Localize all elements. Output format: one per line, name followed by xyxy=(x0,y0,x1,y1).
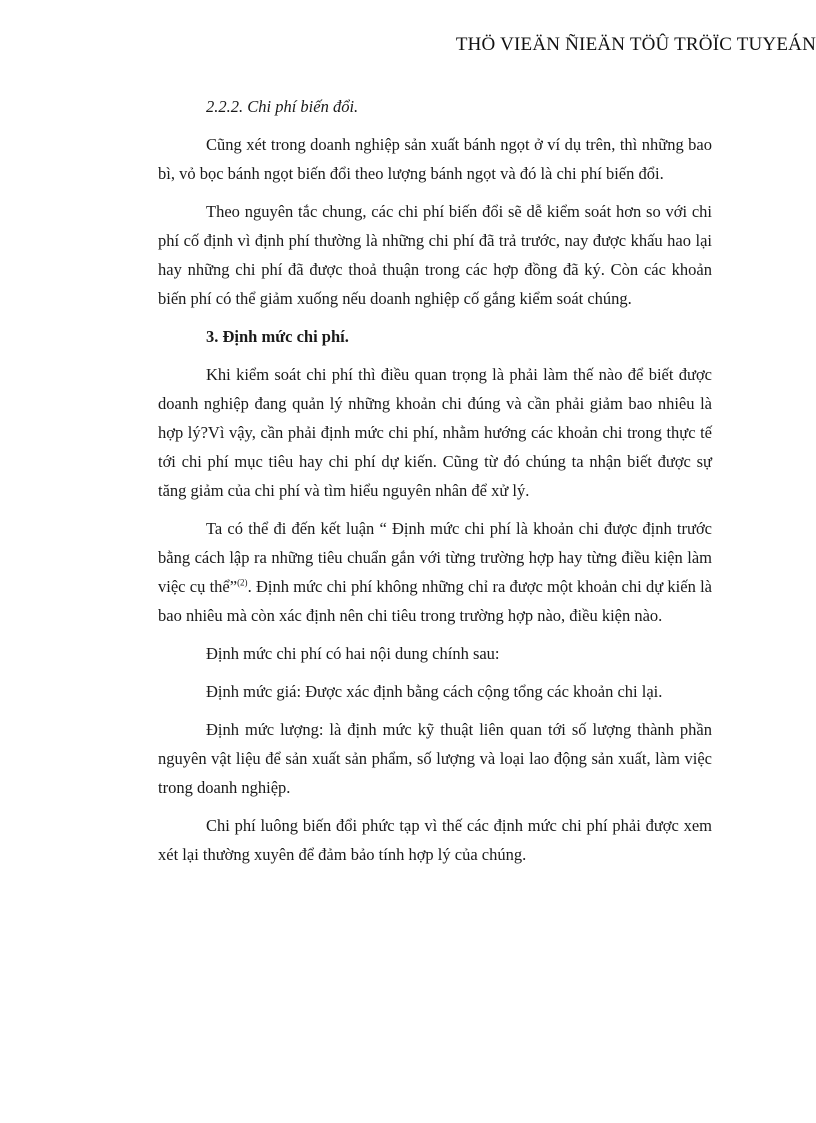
document-body xyxy=(158,92,712,878)
paragraph: Khi kiểm soát chi phí thì điều quan trọng là phải làm thế nào để biết được doanh nghiệp đang quản lý những khoản chi đúng và cần phải giảm bao nhiêu là hợp lý?Vì vậy, cần phải định mức chi phí, nhằm hướng các khoản chi trong thực tế tới chi phí mục tiêu hay chi phí dự kiến. Cũng từ đó chúng ta nhận biết được sự tăng giảm của chi phí và tìm hiểu nguyên nhân để xử lý. xyxy=(158,365,712,500)
page-header: THÖ VIEÄN ÑIEÄN TÖÛ TRÖÏC TUYEÁN xyxy=(455,34,816,55)
paragraph: Cũng xét trong doanh nghiệp sản xuất bánh ngọt ở ví dụ trên, thì những bao bì, vỏ bọc bánh ngọt biến đổi theo lượng bánh ngọt và đó là chi phí biến đổi. xyxy=(158,135,712,183)
paragraph: Định mức lượng: là định mức kỹ thuật liên quan tới số lượng thành phần nguyên vật liệu để sản xuất sản phẩm, số lượng và loại lao động sản xuất, làm việc trong doanh nghiệp. xyxy=(158,720,712,797)
paragraph: Định mức chi phí có hai nội dung chính sau: xyxy=(206,644,500,663)
paragraph: Định mức giá: Được xác định bằng cách cộng tổng các khoản chi lại. xyxy=(206,682,663,701)
section-heading-2-2-2: 2.2.2. Chi phí biến đổi. xyxy=(206,97,359,116)
section-heading-3: 3. Định mức chi phí. xyxy=(206,327,349,346)
footnote-reference: (2) xyxy=(237,577,248,588)
paragraph: Theo nguyên tắc chung, các chi phí biến đổi sẽ dễ kiểm soát hơn so với chi phí cố định vì định phí thường là những chi phí đã trả trước, nay được khấu hao lại hay những chi phí đã được thoả thuận trong các hợp đồng đã ký. Còn các khoản biến phí có thể giảm xuống nếu doanh nghiệp cố gắng kiểm soát chúng. xyxy=(158,202,712,308)
paragraph: Chi phí luông biến đổi phức tạp vì thế các định mức chi phí phải được xem xét lại thường xuyên để đảm bảo tính hợp lý của chúng. xyxy=(158,816,712,864)
paragraph-text: . Định mức chi phí không những chỉ ra được một khoản chi dự kiến là bao nhiêu mà còn xác định nên chi tiêu trong trường hợp nào, điều kiện nào. xyxy=(158,577,712,625)
paragraph-with-reference xyxy=(158,514,712,630)
paragraph-text: Ta có thể đi đến kết luận “ Định mức chi phí là khoản chi được định trước bằng cách lập ra những tiêu chuẩn gắn với từng trường hợp hay từng điều kiện làm việc cụ thể” xyxy=(158,519,712,596)
